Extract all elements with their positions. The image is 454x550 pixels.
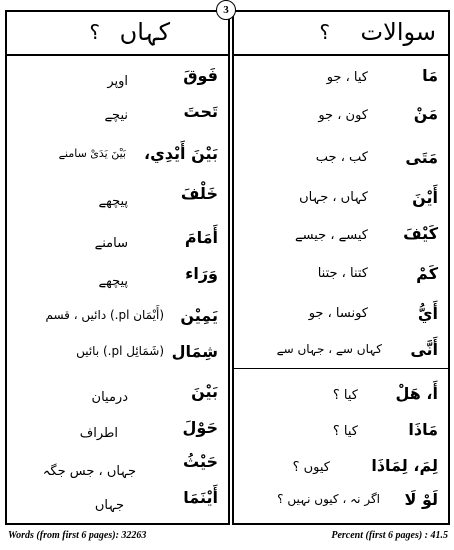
arabic-word: أَيْنَ bbox=[412, 188, 438, 207]
left-row bbox=[7, 342, 228, 372]
urdu-meaning: کیوں ؟ bbox=[292, 460, 330, 475]
section-divider bbox=[234, 368, 448, 369]
urdu-meaning: اگر نہ ، کیوں نہیں ؟ bbox=[277, 492, 380, 506]
urdu-meaning: پیچھے bbox=[98, 274, 128, 289]
urdu-meaning: اوپر bbox=[107, 74, 128, 89]
left-row bbox=[7, 452, 228, 482]
urdu-meaning: جہاں ، جس جگہ bbox=[42, 464, 136, 479]
right-row bbox=[234, 224, 448, 254]
urdu-meaning: کتنا ، جتنا bbox=[317, 266, 368, 281]
right-row bbox=[234, 66, 448, 96]
arabic-word: لَوْ لَا bbox=[404, 490, 438, 509]
left-row bbox=[7, 184, 228, 214]
arabic-word: حَوْلَ bbox=[182, 418, 218, 437]
right-row bbox=[234, 188, 448, 218]
arabic-word: أَيُّ bbox=[417, 304, 438, 323]
arabic-word: أَ، هَلْ bbox=[395, 384, 438, 403]
left-row bbox=[7, 66, 228, 96]
urdu-meaning: کیا ؟ bbox=[332, 424, 358, 439]
arabic-word: مَاذَا bbox=[408, 420, 438, 439]
right-row bbox=[234, 420, 448, 450]
right-panel bbox=[232, 10, 450, 525]
arabic-word: أَيْنَمَا bbox=[183, 488, 218, 507]
left-row bbox=[7, 306, 228, 336]
urdu-meaning: اطراف bbox=[79, 426, 118, 441]
right-panel-question-mark: ؟ bbox=[319, 20, 330, 44]
arabic-word: بَيْنَ bbox=[191, 382, 218, 401]
right-row bbox=[234, 456, 448, 486]
left-panel bbox=[5, 10, 230, 525]
left-panel-header bbox=[7, 12, 228, 56]
arabic-word: حَيْثُ bbox=[183, 452, 218, 471]
urdu-meaning: درمیان bbox=[91, 390, 128, 405]
arabic-word: يَمِيْن bbox=[180, 306, 218, 325]
page-number: 3 bbox=[216, 0, 236, 20]
arabic-word: تَحتَ bbox=[183, 102, 218, 121]
left-row bbox=[7, 418, 228, 448]
urdu-meaning: سامنے bbox=[94, 236, 128, 251]
arabic-word: كَيْفَ bbox=[403, 224, 438, 243]
left-row bbox=[7, 144, 228, 174]
urdu-meaning: بَیْنَ یَدَیْ سامنے bbox=[58, 147, 126, 160]
footer-word-count: Words (from first 6 pages): 32263 bbox=[8, 530, 147, 541]
urdu-meaning: کونسا ، جو bbox=[308, 306, 368, 321]
right-panel-title: سوالات bbox=[360, 18, 436, 46]
urdu-meaning: کیسے ، جیسے bbox=[295, 228, 368, 243]
arabic-word: لِمَ، لِمَاذَا bbox=[371, 456, 438, 475]
urdu-meaning: کب ، جب bbox=[315, 150, 368, 165]
right-row bbox=[234, 104, 448, 134]
urdu-meaning: جہاں bbox=[94, 498, 124, 513]
left-panel-question-mark: ؟ bbox=[89, 20, 100, 44]
urdu-meaning: (شَمَائِل pl.) بائیں bbox=[76, 344, 164, 358]
right-row bbox=[234, 490, 448, 520]
urdu-meaning: (أَيْمَان pl.) دائیں ، قسم bbox=[45, 308, 164, 322]
urdu-meaning: کہاں سے ، جہاں سے bbox=[276, 342, 382, 356]
arabic-word: أَنَّى bbox=[410, 340, 438, 359]
right-row bbox=[234, 264, 448, 294]
arabic-word: مَنْ bbox=[413, 104, 438, 123]
left-row bbox=[7, 382, 228, 412]
arabic-word: أَمَامَ bbox=[184, 228, 218, 247]
left-row bbox=[7, 228, 228, 258]
arabic-word: مَتَى bbox=[405, 148, 438, 167]
arabic-word: شِمَال bbox=[171, 342, 218, 361]
arabic-word: خَلْفَ bbox=[180, 184, 218, 203]
arabic-word: مَا bbox=[422, 66, 438, 85]
right-row bbox=[234, 148, 448, 178]
arabic-word: كَمْ bbox=[416, 264, 438, 283]
urdu-meaning: کون ، جو bbox=[318, 108, 368, 123]
left-panel-title: کہاں bbox=[119, 18, 170, 46]
left-row bbox=[7, 102, 228, 132]
right-panel-header bbox=[234, 12, 448, 56]
right-row bbox=[234, 340, 448, 370]
right-row bbox=[234, 304, 448, 334]
left-row bbox=[7, 264, 228, 294]
urdu-meaning: کہاں ، جہاں bbox=[299, 190, 368, 205]
urdu-meaning: کیا ، جو bbox=[326, 70, 368, 85]
footer-percent: Percent (first 6 pages) : 41.5 bbox=[331, 530, 448, 541]
right-row bbox=[234, 384, 448, 414]
urdu-meaning: کیا ؟ bbox=[332, 388, 358, 403]
arabic-word: فَوقَ bbox=[183, 66, 218, 85]
left-row bbox=[7, 488, 228, 518]
arabic-word: وَرَاء bbox=[185, 264, 218, 283]
arabic-word: بَيْنَ أَيْدِي، bbox=[144, 144, 218, 163]
urdu-meaning: نیچے bbox=[104, 108, 128, 123]
urdu-meaning: پیچھے bbox=[98, 194, 128, 209]
